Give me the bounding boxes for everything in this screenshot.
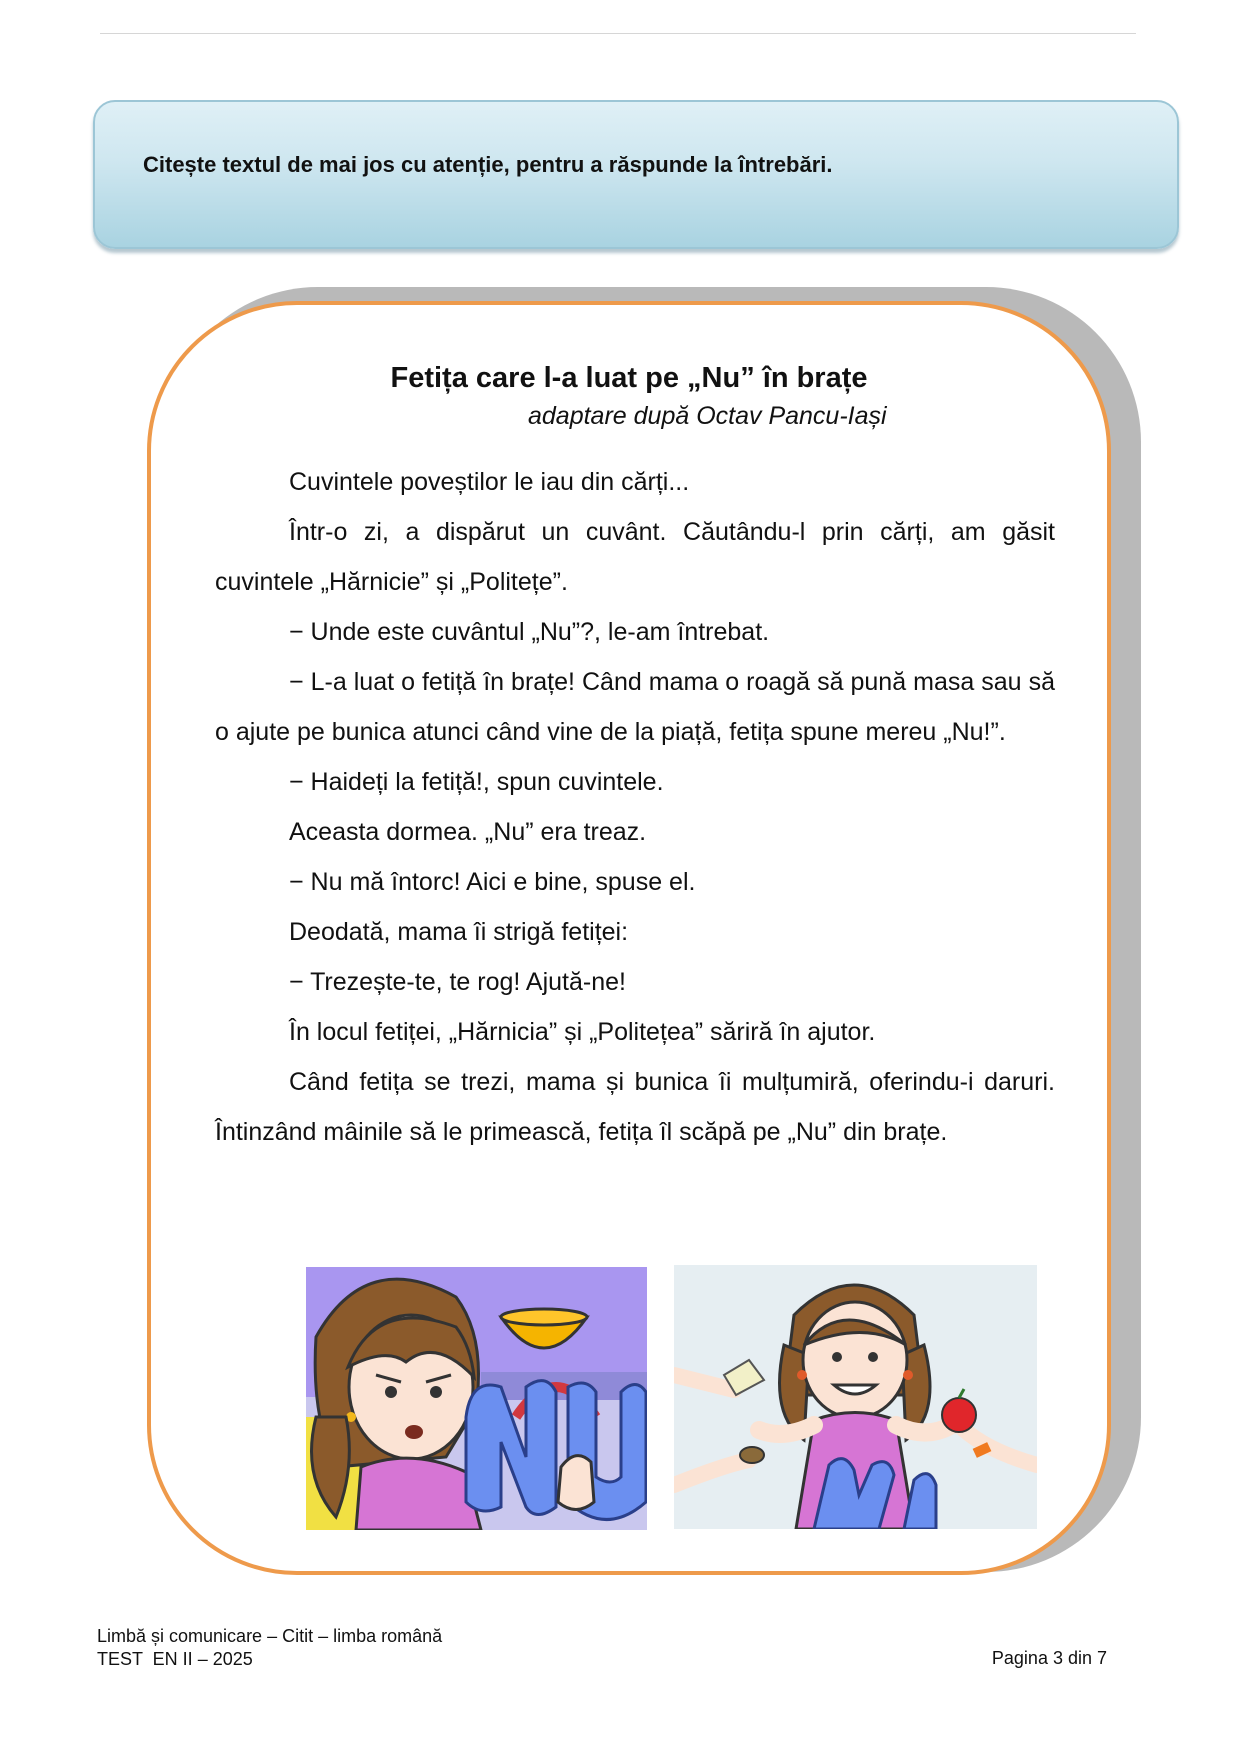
- footer-left: [97, 1625, 442, 1671]
- story-frame: [147, 301, 1111, 1575]
- story-body: [215, 457, 1055, 1157]
- story-paragraph: − Unde este cuvântul „Nu”?, le-am întrebat.: [289, 618, 770, 646]
- footer-test: TEST EN II – 2025: [97, 1649, 253, 1669]
- story-paragraph: − Trezește-te, te rog! Ajută-ne!: [289, 968, 626, 996]
- story-paragraph: Când fetița se trezi, mama și bunica îi mulțumiră, oferindu-i daruri. Întinzând mâinile să le primească, fetița îl scăpă pe „Nu” din brațe.: [215, 1068, 1055, 1146]
- story-subtitle: adaptare după Octav Pancu-Iași: [528, 402, 887, 430]
- story-paragraph: Cuvintele poveștilor le iau din cărți...: [289, 468, 690, 496]
- story-paragraph: − Nu mă întorc! Aici e bine, spuse el.: [289, 868, 696, 896]
- illustration-girl-holding-nu: [306, 1267, 647, 1530]
- girl-receiving-gifts-drawing: [674, 1265, 1037, 1529]
- story-title: Fetița care l-a luat pe „Nu” în brațe: [390, 362, 868, 394]
- instruction-text: Citește textul de mai jos cu atenție, pentru a răspunde la întrebări.: [143, 152, 833, 177]
- header-rule: [100, 33, 1136, 34]
- instruction-box: [93, 100, 1179, 249]
- story-paragraph: − Haideți la fetiță!, spun cuvintele.: [289, 768, 664, 796]
- girl-holding-nu-drawing: [306, 1267, 647, 1530]
- story-paragraph: − L-a luat o fetiță în brațe! Când mama o roagă să pună masa sau să o ajute pe bunica atunci când vine de la piață, fetița spune mereu „Nu!”.: [215, 668, 1055, 746]
- illustration-girl-receiving-gifts: [674, 1265, 1037, 1529]
- footer-page-number: Pagina 3 din 7: [991, 1648, 1107, 1668]
- footer-subject: Limbă și comunicare – Citit – limba română: [97, 1626, 443, 1646]
- story-paragraph: Aceasta dormea. „Nu” era treaz.: [289, 818, 647, 846]
- story-paragraph: Într-o zi, a dispărut un cuvânt. Căutându-l prin cărți, am găsit cuvintele „Hărnicie” și „Politețe”.: [215, 518, 1055, 596]
- story-paragraph: Deodată, mama îi strigă fetiței:: [289, 918, 629, 946]
- story-paragraph: În locul fetiței, „Hărnicia” și „Politețea” săriră în ajutor.: [289, 1018, 876, 1046]
